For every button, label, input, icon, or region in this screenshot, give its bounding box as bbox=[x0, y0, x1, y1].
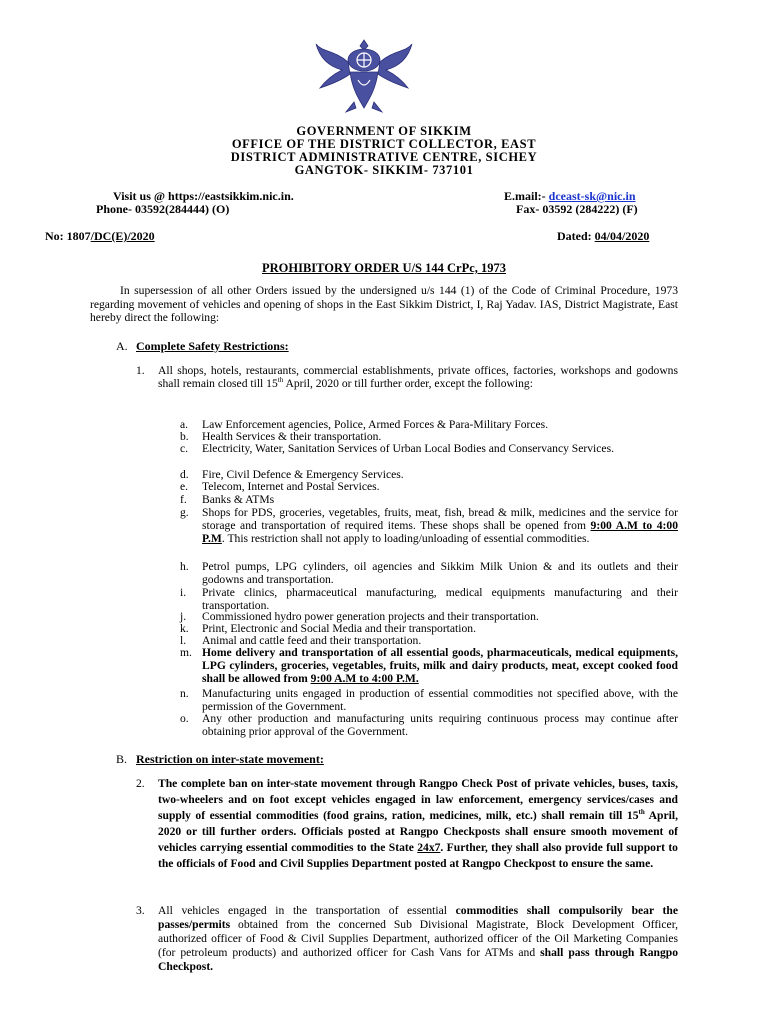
header-address: GANGTOK- SIKKIM- 737101 bbox=[294, 163, 474, 177]
item-3-text-a: All vehicles engaged in the transportation of essential bbox=[158, 904, 456, 917]
item-3-text-c: obtained from the concerned Sub Divisional Magistrate, Block Development Officer, authorized officer of Food & Civil Supplies Department, authorized officer of the Oil Marketing Companies (for petroleum products) and authorized officer for Cash Vans for ATMs and bbox=[158, 918, 678, 959]
order-number-suffix: /DC(E)/2020 bbox=[90, 229, 155, 243]
list-item-letter: l. bbox=[180, 634, 187, 647]
list-item-letter: m. bbox=[180, 646, 192, 659]
item-1-number: 1. bbox=[136, 364, 145, 377]
list-item-text-a: Shops for PDS, groceries, vegetables, fruits, meat, fish, bread & milk, medicines and the service for storage and transportation of required items. These shops shall be opened from bbox=[202, 506, 678, 532]
list-item-letter: c. bbox=[180, 442, 189, 455]
list-item-text: Any other production and manufacturing units requiring continuous process may continue after obtaining prior approval of the Government. bbox=[202, 712, 678, 738]
item-3-number: 3. bbox=[136, 904, 145, 917]
list-item-letter: a. bbox=[180, 418, 189, 431]
list-item-text: Telecom, Internet and Postal Services. bbox=[202, 480, 380, 493]
list-item-letter: j. bbox=[180, 610, 187, 623]
list-item-text bbox=[202, 506, 678, 545]
list-item-text: Fire, Civil Defence & Emergency Services. bbox=[202, 468, 404, 481]
section-a-letter: A. bbox=[116, 339, 128, 353]
section-b-title: Restriction on inter-state movement: bbox=[136, 752, 324, 766]
item-2-sup: th bbox=[638, 808, 645, 817]
order-title: PROHIBITORY ORDER U/S 144 CrPc, 1973 bbox=[261, 261, 506, 275]
item-1-text-a: All shops, hotels, restaurants, commercial establishments, private offices, factories, workshops and godowns shall remain closed till 15 bbox=[158, 364, 678, 390]
header-centre: DISTRICT ADMINISTRATIVE CENTRE, SICHEY bbox=[230, 150, 538, 164]
sikkim-emblem-icon bbox=[314, 36, 414, 116]
list-item-text: Banks & ATMs bbox=[202, 493, 275, 506]
list-item-letter: d. bbox=[180, 468, 189, 481]
list-item-text: Print, Electronic and Social Media and their transportation. bbox=[202, 622, 476, 635]
intro-paragraph: In supersession of all other Orders issued by the undersigned u/s 144 (1) of the Code of Criminal Procedure, 1973 regarding movement of vehicles and opening of shops in the East Sikkim District, I, Raj Yadav. IAS, District Magistrate, East hereby direct the following: bbox=[90, 284, 678, 325]
list-item-letter: b. bbox=[180, 430, 189, 443]
list-item-text: Manufacturing units engaged in production of essential commodities not specified above, with the permission of the Government. bbox=[202, 687, 678, 713]
item-3-text bbox=[158, 904, 678, 974]
item-2-hours: 24x7 bbox=[417, 841, 441, 854]
list-item-letter: n. bbox=[180, 687, 189, 700]
section-b-letter: B. bbox=[116, 752, 128, 766]
website-text: Visit us @ https://eastsikkim.nic.in. bbox=[113, 189, 294, 203]
list-item-text bbox=[202, 646, 678, 685]
order-date bbox=[557, 229, 649, 244]
list-item-text: Health Services & their transportation. bbox=[202, 430, 382, 443]
list-item-text: Electricity, Water, Sanitation Services of Urban Local Bodies and Conservancy Services. bbox=[202, 442, 614, 455]
item-2-text-d: . Further, they shall also provide full support to the officials of Food and Civil Supplies Department posted at Rangpo Checkpost to ensure the same. bbox=[158, 841, 678, 870]
header-office: OFFICE OF THE DISTRICT COLLECTOR, EAST bbox=[231, 137, 537, 151]
order-number bbox=[45, 229, 155, 244]
section-a-title: Complete Safety Restrictions: bbox=[136, 339, 289, 353]
list-item-letter: h. bbox=[180, 560, 189, 573]
item-2-text bbox=[158, 776, 678, 872]
email-label: E.mail:- bbox=[504, 189, 549, 203]
item-2-text-a: The complete ban on inter-state movement through Rangpo Check Post of private vehicles, buses, taxis, two-wheelers and on foot except vehicles engaged in law enforcement, emergency services/cases and supply of essential commodities (food grains, ration, medicines, milk, etc.) shall remain till 15 bbox=[158, 777, 678, 822]
item-3-text-d: shall pass through Rangpo Checkpost. bbox=[158, 946, 678, 973]
item-2-number: 2. bbox=[136, 777, 145, 790]
item-1-text bbox=[158, 364, 678, 390]
list-item-text: Commissioned hydro power generation projects and their transportation. bbox=[202, 610, 539, 623]
list-item-text: Law Enforcement agencies, Police, Armed Forces & Para-Military Forces. bbox=[202, 418, 549, 431]
list-item-text: Private clinics, pharmaceutical manufacturing, medical equipments manufacturing and their transportation. bbox=[202, 586, 678, 612]
list-item-letter: g. bbox=[180, 506, 189, 519]
fax-text: Fax- 03592 (284222) (F) bbox=[516, 202, 638, 216]
order-number-label: No: 1807 bbox=[45, 229, 91, 243]
item-1-sup: th bbox=[277, 376, 284, 385]
list-item-letter: i. bbox=[180, 586, 187, 599]
phone-text: Phone- 03592(284444) (O) bbox=[96, 202, 230, 216]
item-3-text-b: commodities shall compulsorily bear the passes/permits bbox=[158, 904, 678, 931]
list-item-text-c: . This restriction shall not apply to loading/unloading of essential commodities. bbox=[221, 532, 590, 545]
header-government: GOVERNMENT OF SIKKIM bbox=[296, 124, 472, 138]
list-item-text-a: Home delivery and transportation of all essential goods, pharmaceuticals, medical equipments, LPG cylinders, groceries, vegetables, fruits, milk and dairy products, meat, except cooked food shall be allowed from bbox=[202, 646, 678, 685]
list-item-letter: f. bbox=[180, 493, 187, 506]
order-date-label: Dated: bbox=[557, 229, 595, 243]
order-date-value: 04/04/2020 bbox=[594, 229, 650, 243]
list-item-hours: 9:00 A.M to 4:00 P.M bbox=[202, 519, 679, 545]
list-item-text: Petrol pumps, LPG cylinders, oil agencies and Sikkim Milk Union & and its outlets and their godowns and transportation. bbox=[202, 560, 678, 586]
list-item-letter: o. bbox=[180, 712, 189, 725]
item-1-text-b: April, 2020 or till further order, except the following: bbox=[283, 377, 533, 390]
item-2-text-b: April, 2020 or till further orders. Officials posted at Rangpo Checkposts shall ensure smooth movement of vehicles carrying essential commodities to the State bbox=[158, 809, 678, 854]
list-item-text: Animal and cattle feed and their transportation. bbox=[202, 634, 422, 647]
list-item-letter: e. bbox=[180, 480, 189, 493]
list-item-hours: 9:00 A.M to 4:00 P.M. bbox=[310, 672, 419, 685]
list-item-letter: k. bbox=[180, 622, 189, 635]
email-link[interactable]: dceast-sk@nic.in bbox=[548, 189, 636, 203]
